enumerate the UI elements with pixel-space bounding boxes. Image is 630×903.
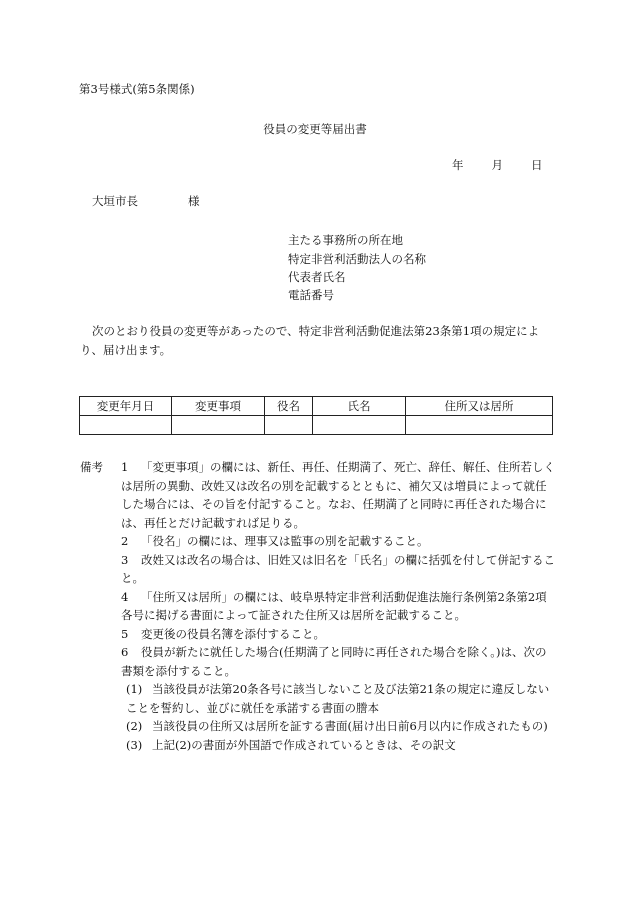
applicant-phone-label: 電話番号 xyxy=(288,288,334,302)
recipient-name: 大垣市長 xyxy=(92,194,138,208)
note-text: 変更後の役員名簿を添付すること。 xyxy=(141,626,325,641)
date-year: 年 xyxy=(452,158,464,172)
subitem-text: 上記(2)の書面が外国語で作成されているときは、その訳文 xyxy=(152,737,456,752)
note-item xyxy=(121,458,555,532)
header-address: 住所又は居所 xyxy=(406,397,553,416)
subitem-text: 当該役員が法第20条各号に該当しないこと及び法第21条の規定に違反しないことを誓約し、並びに就任を承諾する書面の謄本 xyxy=(126,682,550,715)
note-subitem xyxy=(126,680,555,717)
cell-address[interactable] xyxy=(406,416,553,435)
date-line xyxy=(452,157,543,173)
recipient xyxy=(92,193,200,209)
note-text: 「住所又は居所」の欄には、岐阜県特定非営利活動促進法施行条例第2条第2項各号に掲げる書面によって証された住所又は居所を記載すること。 xyxy=(121,589,547,622)
change-table xyxy=(79,396,553,435)
note-number: 3 xyxy=(121,552,129,567)
subitem-text: 当該役員の住所又は居所を証する書面(届け出日前6月以内に作成されたもの) xyxy=(152,719,548,733)
note-subitem xyxy=(126,717,555,736)
subitem-number: (3) xyxy=(126,737,143,752)
note-number: 5 xyxy=(121,626,129,641)
applicant-corporation-name-label: 特定非営利活動法人の名称 xyxy=(288,252,426,266)
notes-label: 備考 xyxy=(80,460,103,474)
header-change-date: 変更年月日 xyxy=(80,397,172,416)
recipient-honorific: 様 xyxy=(188,194,200,208)
note-number: 2 xyxy=(121,534,129,548)
note-number: 4 xyxy=(121,589,129,604)
note-item xyxy=(121,588,555,625)
date-month: 月 xyxy=(491,158,503,172)
intro-paragraph: 次のとおり役員の変更等があったので、特定非営利活動促進法第23条第1項の規定により、届け出ます。 xyxy=(80,324,540,357)
cell-position[interactable] xyxy=(265,416,313,435)
note-text: 役員が新たに就任した場合(任期満了と同時に再任された場合を除く。)は、次の書類を添付すること。 xyxy=(121,645,547,678)
subitem-number: (1) xyxy=(126,682,143,696)
form-number: 第3号様式(第5条関係) xyxy=(79,82,195,96)
header-name: 氏名 xyxy=(313,397,406,416)
note-subitem xyxy=(126,736,555,755)
note-item xyxy=(121,643,555,680)
note-item xyxy=(121,551,555,588)
note-number: 6 xyxy=(121,645,129,659)
header-change-item: 変更事項 xyxy=(172,397,265,416)
cell-name[interactable] xyxy=(313,416,406,435)
applicant-address-label: 主たる事務所の所在地 xyxy=(288,233,403,247)
cell-change-date[interactable] xyxy=(80,416,172,435)
note-number: 1 xyxy=(121,460,129,474)
cell-change-item[interactable] xyxy=(172,416,265,435)
note-text: 「変更事項」の欄には、新任、再任、任期満了、死亡、辞任、解任、住所若しくは居所の異動、改姓又は改名の別を記載するとともに、補欠又は増員によって就任した場合には、その旨を付記すること。なお、任期満了と同時に再任された場合には、再任とだけ記載すれば足りる。 xyxy=(121,460,555,530)
table-row xyxy=(80,416,553,435)
subitem-number: (2) xyxy=(126,719,143,733)
note-text: 改姓又は改名の場合は、旧姓又は旧名を「氏名」の欄に括弧を付して併記すること。 xyxy=(121,552,555,585)
note-item xyxy=(121,532,555,551)
notes-section xyxy=(80,458,555,754)
document-title: 役員の変更等届出書 xyxy=(263,122,367,136)
note-text: 「役名」の欄には、理事又は監事の別を記載すること。 xyxy=(141,534,429,548)
header-position: 役名 xyxy=(265,397,313,416)
applicant-representative-label: 代表者氏名 xyxy=(288,270,346,284)
table-header-row xyxy=(80,397,553,416)
note-item xyxy=(121,625,555,644)
date-day: 日 xyxy=(531,158,543,172)
